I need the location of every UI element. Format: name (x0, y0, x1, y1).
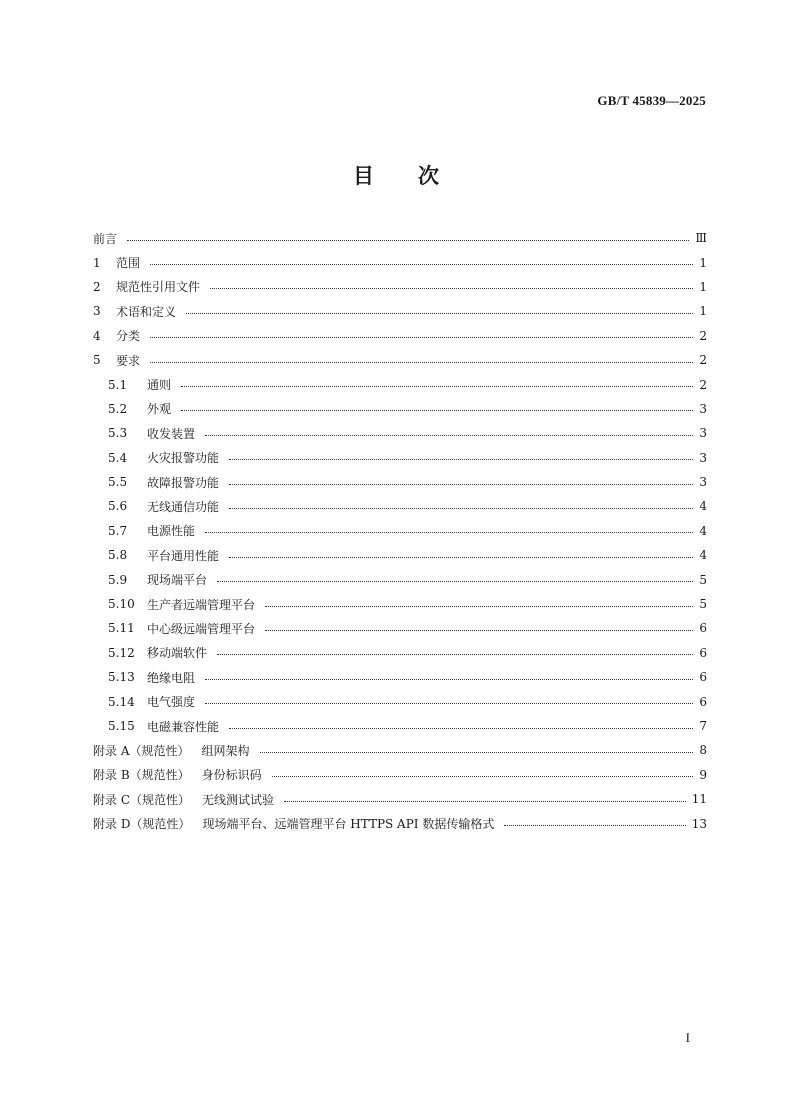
toc-entry-title: 分类 (116, 329, 141, 344)
toc-entry-title: 电磁兼容性能 (147, 719, 220, 734)
toc-entry-title: 通则 (147, 378, 172, 393)
toc-entry-title: 平台通用性能 (147, 548, 220, 563)
toc-entry-title: 组网架构 (201, 743, 250, 758)
toc-page-number: 7 (699, 719, 707, 733)
standard-code: GB/T 45839—2025 (597, 93, 706, 108)
toc-entry-5-8[interactable] (93, 543, 707, 567)
toc-appendix-label: 附录 A（规范性） (93, 743, 190, 758)
toc-entry-1[interactable] (93, 250, 707, 274)
dot-leader (229, 508, 693, 509)
toc-entry-5-7[interactable] (93, 519, 707, 543)
toc-appendix-label: 附录 C（规范性） (93, 792, 190, 807)
toc-entry-title: 故障报警功能 (147, 475, 220, 490)
toc-entry-title: 现场端平台、远端管理平台 HTTPS API 数据传输格式 (202, 817, 495, 832)
toc-entry-appendix-a[interactable] (93, 738, 707, 762)
toc-entry-5-5[interactable] (93, 470, 707, 494)
toc-entry-5-11[interactable] (93, 616, 707, 640)
toc-page-number: 9 (699, 767, 707, 782)
dot-leader (205, 532, 693, 533)
toc-entry-number: 5.14 (108, 694, 135, 709)
toc-entry-number: 5.12 (108, 645, 135, 660)
toc-entry-5-14[interactable] (93, 689, 707, 713)
toc-page-number: 1 (699, 304, 707, 319)
toc-entry-5-9[interactable] (93, 567, 707, 591)
toc-page-number: 5 (699, 572, 707, 587)
toc-entry-5-15[interactable] (93, 714, 707, 738)
toc-entry-number: 5.8 (108, 548, 128, 563)
toc-entry-5-3[interactable] (93, 421, 707, 445)
toc-page-number: 6 (699, 621, 707, 636)
toc-entry-title: 术语和定义 (116, 304, 177, 319)
toc-page-number: 6 (699, 670, 707, 685)
dot-leader (504, 825, 685, 826)
toc-entry-number: 2 (93, 279, 101, 294)
toc-entry-title: 范围 (116, 256, 141, 271)
toc-entry-5-2[interactable] (93, 397, 707, 421)
toc-entry-title: 中心级远端管理平台 (147, 621, 256, 636)
toc-page-number: 13 (691, 816, 707, 831)
toc-entry-5-12[interactable] (93, 641, 707, 665)
dot-leader (229, 484, 693, 485)
toc-entry-title: 身份标识码 (201, 768, 262, 783)
dot-leader (260, 752, 694, 753)
dot-leader (181, 410, 693, 411)
toc-page-number: 8 (699, 743, 707, 758)
toc-entry-appendix-c[interactable] (93, 787, 707, 811)
toc-entry-number: 5.15 (108, 719, 135, 733)
toc-entry-foreword[interactable] (93, 226, 707, 250)
toc-entry-4[interactable] (93, 324, 707, 348)
toc-entry-title: 规范性引用文件 (116, 280, 201, 295)
toc-entry-appendix-d[interactable] (93, 811, 707, 835)
toc-page-number: 4 (699, 548, 707, 563)
toc-entry-title: 绝缘电阻 (147, 670, 196, 685)
toc-entry-number: 5.3 (108, 426, 128, 441)
toc-entry-title: 收发装置 (147, 426, 196, 441)
toc-entry-number: 5.11 (108, 621, 135, 636)
toc-entry-number: 5.5 (108, 475, 128, 490)
toc-entry-title: 前言 (93, 231, 118, 246)
toc-entry-title: 生产者远端管理平台 (147, 597, 256, 612)
toc-page-number: 3 (699, 475, 707, 490)
toc-entry-number: 5.1 (108, 377, 128, 392)
dot-leader (205, 679, 693, 680)
toc-page-number: 11 (691, 792, 707, 807)
toc-page-number: 6 (699, 645, 707, 660)
toc-entry-title: 要求 (116, 353, 141, 368)
toc-entry-number: 5.10 (108, 597, 135, 612)
toc-entry-number: 5 (93, 353, 101, 368)
toc-page-number: 1 (699, 255, 707, 270)
toc-entry-3[interactable] (93, 299, 707, 323)
toc-entry-title: 火灾报警功能 (147, 451, 220, 466)
toc-entry-number: 5.9 (108, 572, 128, 587)
toc-page-number: 3 (699, 401, 707, 416)
dot-leader (150, 264, 693, 265)
toc-entry-number: 5.2 (108, 401, 128, 416)
toc-page-number: Ⅲ (695, 231, 707, 246)
dot-leader (186, 313, 693, 314)
toc-entry-2[interactable] (93, 275, 707, 299)
toc-entry-title: 电气强度 (147, 695, 196, 710)
dot-leader (210, 288, 693, 289)
toc-page-number: 4 (699, 523, 707, 538)
toc-page-number: 5 (699, 597, 707, 612)
dot-leader (181, 386, 693, 387)
toc-entry-title: 移动端软件 (147, 646, 208, 661)
toc-page-number: 2 (699, 328, 707, 343)
toc-entry-5-6[interactable] (93, 494, 707, 518)
dot-leader (150, 337, 693, 338)
toc-entry-5-1[interactable] (93, 372, 707, 396)
toc-entry-number: 5.13 (108, 670, 135, 685)
toc-entry-appendix-b[interactable] (93, 763, 707, 787)
toc-title: 目次 (353, 164, 483, 188)
toc-entry-5-13[interactable] (93, 665, 707, 689)
toc-entry-title: 电源性能 (147, 524, 196, 539)
table-of-contents (93, 226, 707, 836)
dot-leader (265, 606, 693, 607)
dot-leader (127, 240, 689, 241)
toc-page-number: 1 (699, 279, 707, 294)
toc-entry-title: 无线测试试验 (202, 792, 275, 807)
toc-entry-number: 5.4 (108, 450, 128, 465)
toc-entry-number: 1 (93, 255, 101, 270)
toc-entry-5[interactable] (93, 348, 707, 372)
toc-appendix-label: 附录 B（规范性） (93, 768, 190, 783)
toc-entry-title: 无线通信功能 (147, 499, 220, 514)
dot-leader (217, 654, 693, 655)
dot-leader (205, 435, 693, 436)
dot-leader (205, 703, 693, 704)
dot-leader (229, 728, 693, 729)
dot-leader (284, 801, 686, 802)
toc-page-number: 2 (699, 377, 707, 392)
toc-entry-title: 外观 (147, 402, 172, 417)
toc-entry-5-10[interactable] (93, 592, 707, 616)
toc-entry-title: 现场端平台 (147, 573, 208, 588)
toc-page-number: 2 (699, 353, 707, 368)
toc-page-number: 3 (699, 426, 707, 441)
toc-page-number: 3 (699, 450, 707, 465)
toc-page-number: 6 (699, 694, 707, 709)
toc-page-number: 4 (699, 499, 707, 514)
toc-entry-number: 5.6 (108, 499, 128, 514)
dot-leader (229, 459, 693, 460)
toc-entry-number: 5.7 (108, 523, 128, 538)
toc-entry-5-4[interactable] (93, 446, 707, 470)
dot-leader (150, 362, 693, 363)
toc-appendix-label: 附录 D（规范性） (93, 817, 191, 832)
toc-entry-number: 3 (93, 304, 101, 319)
page-number: I (685, 1030, 690, 1045)
dot-leader (272, 776, 693, 777)
dot-leader (217, 581, 693, 582)
dot-leader (229, 557, 693, 558)
dot-leader (265, 630, 693, 631)
toc-entry-number: 4 (93, 328, 101, 343)
